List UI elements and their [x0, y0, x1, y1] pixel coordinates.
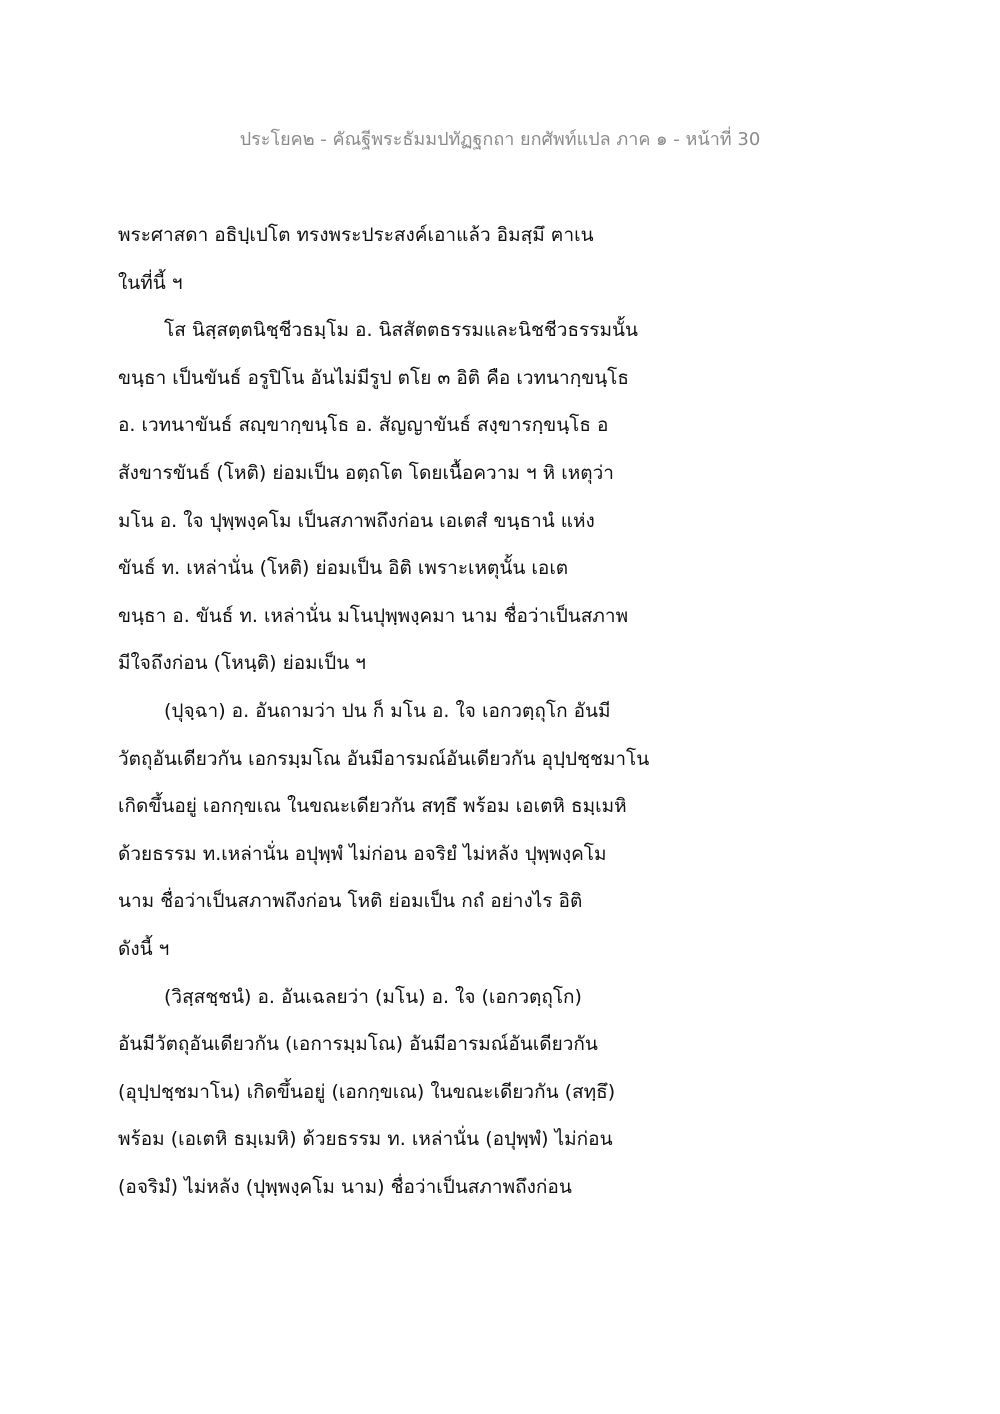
text-line: พระศาสดา อธิปฺเปโต ทรงพระประสงค์เอาแล้ว อิมสฺมึ ฅาเน	[118, 224, 594, 246]
text-line: (อจริมํ) ไม่หลัง (ปุพฺพงฺคโม นาม) ชื่อว่าเป็นสภาพถึงก่อน	[118, 1175, 572, 1198]
text-line: ดังนี้ ฯ	[118, 937, 170, 960]
text-line: (อุปฺปชฺชมาโน) เกิดขึ้นอยู่ (เอกกฺขเณ) ในขณะเดียวกัน (สทฺธึ)	[118, 1080, 616, 1103]
text-line: มีใจถึงก่อน (โหนฺติ) ย่อมเป็น ฯ	[118, 652, 366, 675]
text-line: ขนฺธา อ. ขันธ์ ท. เหล่านั่น มโนปุพฺพงฺคมา นาม ชื่อว่าเป็นสภาพ	[118, 604, 629, 627]
text-line: มโน อ. ใจ ปุพฺพงฺคโม เป็นสภาพถึงก่อน เอเตสํ ขนฺธานํ แห่ง	[118, 509, 595, 532]
text-line: ขนฺธา เป็นขันธ์ อรูปิโน อันไม่มีรูป ตโย ๓ อิติ คือ เวทนากฺขนฺโธ	[118, 366, 629, 389]
text-line: นาม ชื่อว่าเป็นสภาพถึงก่อน โหติ ย่อมเป็น กถํ อย่างไร อิติ	[118, 890, 583, 913]
text-line: วัตถุอันเดียวกัน เอกรมฺมโณ อันมีอารมณ์อันเดียวกัน อุปฺปชฺชมาโน	[118, 747, 650, 770]
text-line: เกิดขึ้นอยู่ เอกกฺขเณ ในขณะเดียวกัน สทฺธึ พร้อม เอเตหิ ธมฺเมหิ	[118, 795, 627, 818]
text-line: สังขารขันธ์ (โหติ) ย่อมเป็น อตฺถโต โดยเนื้อความ ฯ หิ เหตุว่า	[118, 461, 614, 484]
text-line: ด้วยธรรม ท.เหล่านั่น อปุพฺพํ ไม่ก่อน อจริยํ ไม่หลัง ปุพฺพงฺคโม	[118, 842, 607, 865]
paragraph-start-line: โส นิสฺสตฺตนิชฺชีวธมฺโม อ. นิสสัตตธรรมและนิชชีวธรรมนั้น	[164, 319, 638, 342]
text-line: พร้อม (เอเตหิ ธมฺเมหิ) ด้วยธรรม ท. เหล่านั่น (อปุพฺพํ) ไม่ก่อน	[118, 1128, 613, 1151]
paragraph-start-line: (วิสฺสชฺชนํ) อ. อันเฉลยว่า (มโน) อ. ใจ (เอกวตฺถุโก)	[164, 985, 582, 1008]
text-line: อันมีวัตถุอันเดียวกัน (เอการมฺมโณ) อันมีอารมณ์อันเดียวกัน	[118, 1033, 598, 1056]
text-line: อ. เวทนาขันธ์ สญฺขากฺขนฺโธ อ. สัญญาขันธ์ สงฺขารกฺขนฺโธ อ	[118, 414, 609, 437]
body-text	[118, 212, 698, 1211]
paragraph-start-line: (ปุจฺฉา) อ. อันถามว่า ปน ก็ มโน อ. ใจ เอกวตฺถุโก อันมี	[164, 699, 611, 722]
text-line: ขันธ์ ท. เหล่านั่น (โหติ) ย่อมเป็น อิติ เพราะเหตุนั้น เอเต	[118, 557, 569, 580]
text-line: ในที่นี้ ฯ	[118, 271, 183, 294]
page-header: ประโยค๒ - คัณฐีพระธัมมปทัฏฐกถา ยกศัพท์แปล ภาค ๑ - หน้าที่ 30	[239, 129, 761, 150]
